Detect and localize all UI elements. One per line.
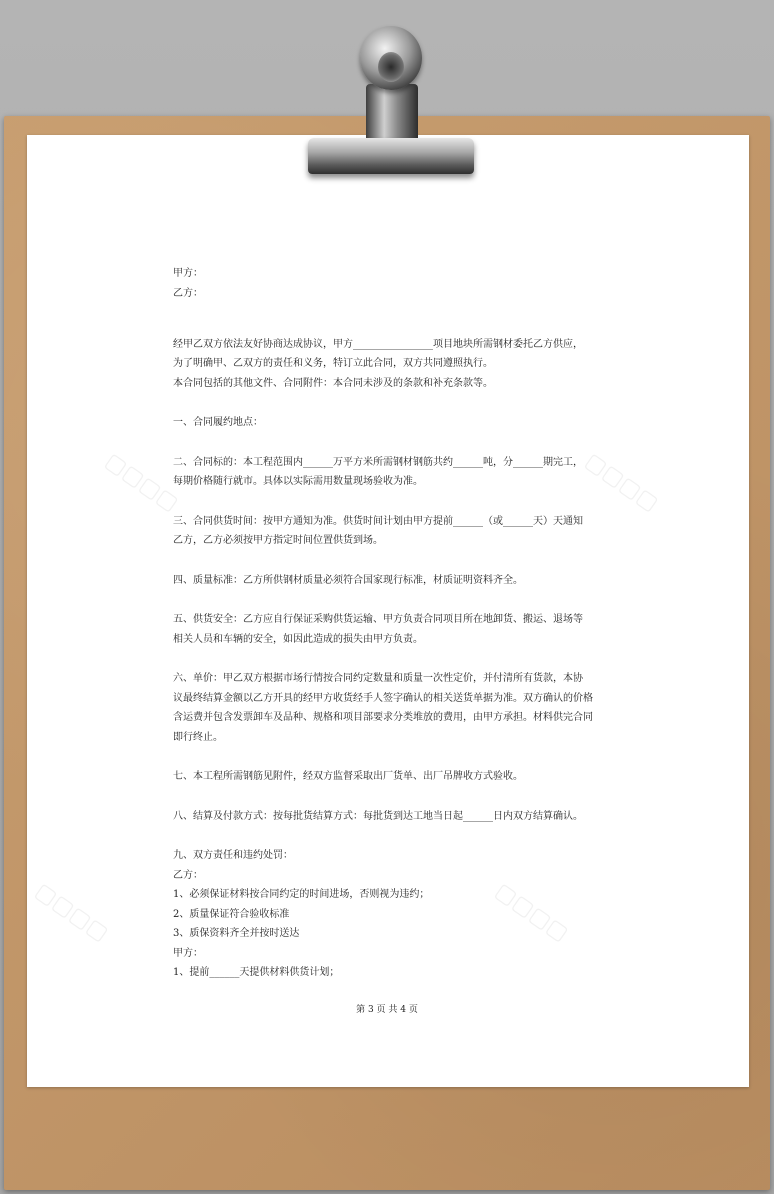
- party-b-label: 乙方：: [173, 287, 203, 299]
- clip-neck: [366, 84, 418, 142]
- clause-9-party-b: 乙方：: [173, 869, 203, 881]
- clause-9-b-item-2: 2、质量保证符合验收标准: [173, 908, 290, 920]
- clause-9-b-item-1: 1、必须保证材料按合同约定的时间进场，否则视为违约；: [173, 889, 430, 900]
- clause-4: 四、质量标准：乙方所供钢材质量必须符合国家现行标准，材质证明资料齐全。: [173, 574, 523, 586]
- clause-9-b-item-3: 3、质保资料齐全并按时送达: [173, 928, 300, 939]
- clause-8: 八、结算及付款方式：按每批货结算方式：每批货到达工地当日起______日内双方结算确认。: [173, 810, 583, 822]
- clause-6-line-1: 六、单价：甲乙双方根据市场行情按合同约定数量和质量一次性定价，并付清所有货款，本协: [173, 673, 583, 684]
- clause-6-line-3: 含运费并包含发票卸车及品种、规格和项目部要求分类堆放的费用，由甲方承担。材料供完合同: [173, 712, 593, 723]
- clause-9-heading: 九、双方责任和违约处罚：: [173, 850, 293, 861]
- clause-5-line-2: 相关人员和车辆的安全，如因此造成的损失由甲方负责。: [173, 633, 423, 645]
- clause-5-line-1: 五、供货安全：乙方应自行保证采购供货运输、甲方负责合同项目所在地卸货、搬运、退场等: [173, 614, 583, 625]
- preamble-line-1: 经甲乙双方依法友好协商达成协议，甲方________________项目地块所需钢材委托乙方供应，: [173, 338, 583, 350]
- clause-2-line-2: 每期价格随行就市。具体以实际需用数量现场验收为准。: [173, 476, 423, 487]
- clause-3-line-1: 三、合同供货时间：按甲方通知为准。供货时间计划由甲方提前______（或______天）天通知: [173, 515, 583, 527]
- preamble-line-2: 为了明确甲、乙双方的责任和义务，特订立此合同，双方共同遵照执行。: [173, 358, 493, 369]
- clip-hole: [378, 52, 404, 82]
- clause-3-line-2: 乙方，乙方必须按甲方指定时间位置供货到场。: [173, 535, 383, 546]
- document-body: [173, 264, 613, 983]
- page-number: 第 3 页 共 4 页: [356, 1005, 418, 1015]
- clause-7: 七、本工程所需钢筋见附件，经双方监督采取出厂货单、出厂吊牌收方式验收。: [173, 771, 523, 782]
- clause-6-line-4: 即行终止。: [173, 731, 223, 743]
- clause-1: 一、合同履约地点：: [173, 417, 263, 428]
- clause-9-party-a: 甲方：: [173, 947, 203, 959]
- clause-9-a-item-1: 1、提前______天提供材料供货计划；: [173, 967, 340, 978]
- preamble-line-3: 本合同包括的其他文件、合同附件：本合同未涉及的条款和补充条款等。: [173, 377, 493, 389]
- clause-2-line-1: 二、合同标的：本工程范围内______万平方米所需钢材钢筋共约______吨，分______期完工，: [173, 456, 583, 468]
- party-a-label: 甲方：: [173, 268, 203, 279]
- clause-6-line-2: 议最终结算金额以乙方开具的经甲方收货经手人签字确认的相关送货单据为准。双方确认的价格: [173, 692, 593, 704]
- binder-clip-icon: [308, 138, 474, 174]
